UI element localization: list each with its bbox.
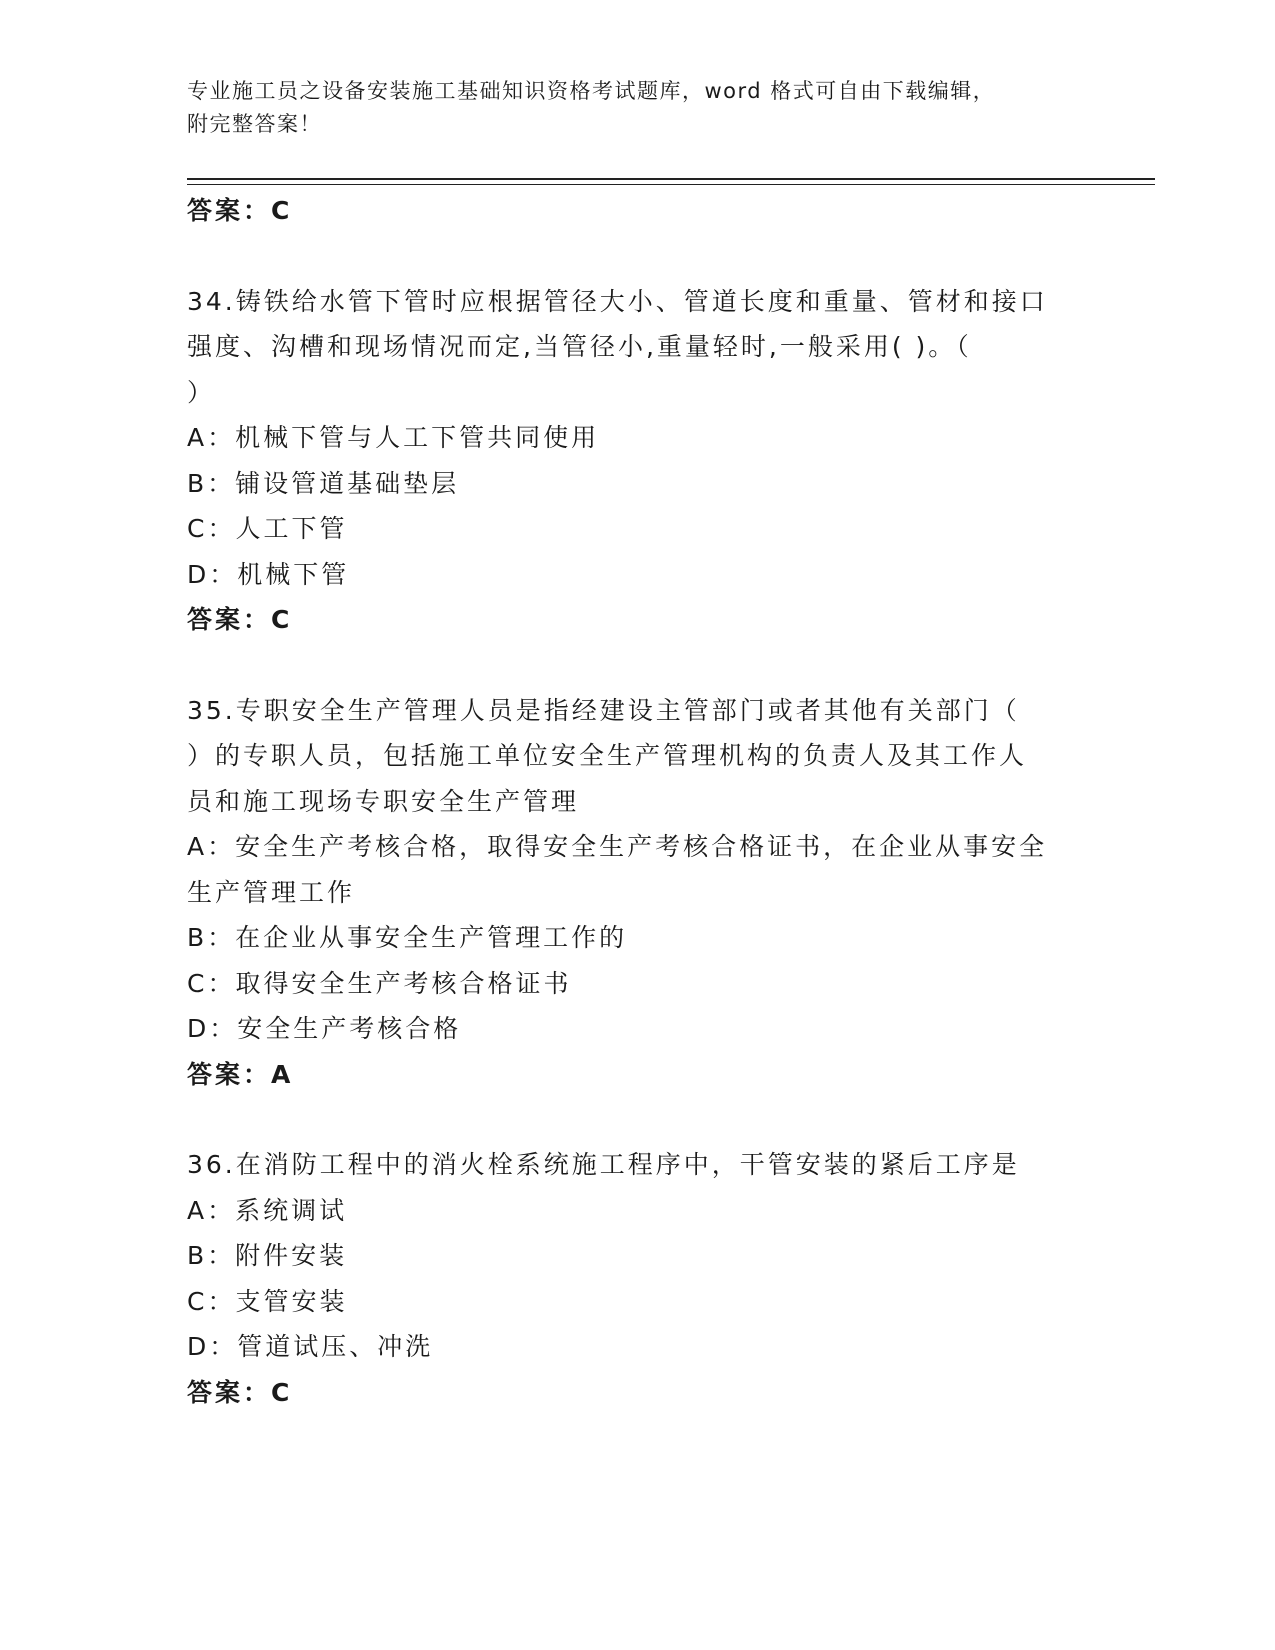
option-b: B：铺设管道基础垫层 bbox=[187, 468, 460, 498]
option-a: A：安全生产考核合格，取得安全生产考核合格证书，在企业从事安全 bbox=[187, 832, 1048, 861]
header-rule-thick bbox=[187, 178, 1155, 180]
question-stem-line: 36.在消防工程中的消火栓系统施工程序中，干管安装的紧后工序是 bbox=[187, 1150, 1020, 1179]
question-34 bbox=[187, 279, 1087, 643]
question-stem-line: 强度、沟槽和现场情况而定,当管径小,重量轻时,一般采用( )。（ bbox=[187, 332, 972, 361]
answer-line: 答案：A bbox=[187, 1059, 294, 1089]
header-rule-thin bbox=[187, 184, 1155, 185]
question-stem-line: ） bbox=[187, 377, 216, 407]
answer-line: 答案：C bbox=[187, 605, 293, 634]
question-gap bbox=[187, 234, 1087, 279]
option-a: A：机械下管与人工下管共同使用 bbox=[187, 423, 600, 452]
option-b: B：在企业从事安全生产管理工作的 bbox=[187, 923, 628, 952]
document-body bbox=[187, 188, 1087, 1415]
option-c: C：支管安装 bbox=[187, 1286, 348, 1316]
question-stem-line: 员和施工现场专职安全生产管理 bbox=[187, 786, 580, 816]
question-35 bbox=[187, 688, 1087, 1098]
question-stem-line: 34.铸铁给水管下管时应根据管径大小、管道长度和重量、管材和接口 bbox=[187, 286, 1048, 316]
option-d: D：管道试压、冲洗 bbox=[187, 1332, 434, 1361]
option-b: B：附件安装 bbox=[187, 1241, 348, 1270]
header-line-2: 附完整答案！ bbox=[187, 112, 322, 136]
question-stem-line: ）的专职人员，包括施工单位安全生产管理机构的负责人及其工作人 bbox=[187, 741, 1028, 770]
question-36 bbox=[187, 1142, 1087, 1415]
option-a-continued: 生产管理工作 bbox=[187, 877, 356, 907]
question-gap bbox=[187, 643, 1087, 688]
header-line-1: 专业施工员之设备安装施工基础知识资格考试题库，word 格式可自由下载编辑， bbox=[187, 79, 996, 103]
document-header bbox=[187, 75, 1087, 141]
question-gap bbox=[187, 1097, 1087, 1142]
option-c: C：人工下管 bbox=[187, 514, 348, 543]
question-stem-line: 35.专职安全生产管理人员是指经建设主管部门或者其他有关部门（ bbox=[187, 695, 1020, 725]
answer-line: 答案：C bbox=[187, 1377, 293, 1407]
option-d: D：机械下管 bbox=[187, 559, 350, 589]
option-a: A：系统调试 bbox=[187, 1195, 348, 1225]
previous-answer: 答案：C bbox=[187, 196, 293, 225]
option-c: C：取得安全生产考核合格证书 bbox=[187, 968, 572, 998]
option-d: D：安全生产考核合格 bbox=[187, 1014, 462, 1043]
